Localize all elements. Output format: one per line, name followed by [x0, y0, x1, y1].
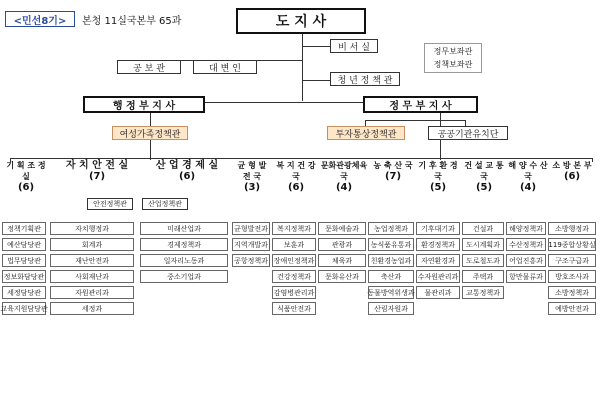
- header-subtitle: 본청 11실국본부 65과: [82, 16, 182, 27]
- bureau-planning: [6, 160, 46, 193]
- secretary-box: 비 서 실: [330, 39, 378, 53]
- bureau-autonomy-safety: [52, 160, 142, 182]
- dept-item: 장애인정책과: [272, 254, 316, 267]
- bureau-industry-economy: [142, 160, 232, 182]
- dept-item: 정책기획관: [2, 222, 46, 235]
- policy-aide-political: 정무보좌관: [433, 47, 473, 56]
- dept-item: 환경정책과: [416, 238, 460, 251]
- dept-item: 119종합상황실: [548, 238, 596, 251]
- bureau-balance: [234, 160, 270, 193]
- dept-item: 동물방역위생과: [368, 286, 414, 299]
- youth-policy-box: 청 년 정 책 관: [330, 72, 400, 86]
- bureau-fire: [550, 160, 594, 182]
- dept-item: 건강정책과: [272, 270, 316, 283]
- policy-aide-policy: 정책보좌관: [433, 60, 473, 69]
- industry-policy-box: 산업정책관: [142, 198, 188, 210]
- bureau-construction-count: (5): [475, 182, 493, 193]
- bureau-marine: [508, 160, 548, 193]
- admin-vice-governor-box: 행 정 부 지 사: [83, 96, 205, 113]
- bureau-construction-label: 건 설 교 통 국: [464, 161, 504, 181]
- dept-item: 소방정책과: [548, 286, 596, 299]
- dept-item: 경제정책과: [140, 238, 228, 251]
- women-family-policy-box: 여성가족정책관: [112, 126, 188, 140]
- dept-item: 세정담당관: [2, 286, 46, 299]
- dept-list-agriculture: [368, 222, 414, 318]
- dept-item: 건설과: [462, 222, 504, 235]
- dept-item: 축산과: [368, 270, 414, 283]
- bureau-culture-count: (4): [335, 182, 353, 193]
- bureau-planning-label: 기 획 조 정 실: [6, 161, 46, 181]
- dept-item: 자연환경과: [416, 254, 460, 267]
- dept-list-construction: [462, 222, 504, 302]
- bureau-welfare-count: (6): [287, 182, 305, 193]
- dept-list-welfare: [272, 222, 316, 318]
- bureau-autonomy-label: 자 치 안 전 실: [65, 160, 129, 171]
- dept-item: 항만물류과: [506, 270, 546, 283]
- dept-item: 구조구급과: [548, 254, 596, 267]
- dept-item: 감염병관리과: [272, 286, 316, 299]
- bureau-balance-label: 균 형 발 전 국: [237, 161, 267, 181]
- dept-item: 재난안전과: [50, 254, 134, 267]
- dept-item: 균형발전과: [232, 222, 270, 235]
- bureau-climate-count: (5): [429, 182, 447, 193]
- bureau-culture: [320, 160, 368, 193]
- policy-aides-box: [424, 43, 482, 73]
- bureau-balance-count: (3): [243, 182, 261, 193]
- dept-item: 도로철도과: [462, 254, 504, 267]
- dept-item: 산림자원과: [368, 302, 414, 315]
- bureau-marine-count: (4): [519, 182, 537, 193]
- dept-item: 물관리과: [416, 286, 460, 299]
- dept-list-industry: [140, 222, 228, 286]
- dept-item: 예산담당관: [2, 238, 46, 251]
- bureau-agriculture: [372, 160, 414, 182]
- pr-office-box: 공 보 관: [117, 60, 181, 74]
- header-badge: <민선8기>: [5, 11, 75, 27]
- dept-list-autonomy: [50, 222, 134, 318]
- bureau-autonomy-count: (7): [88, 171, 106, 182]
- dept-item: 방호조사과: [548, 270, 596, 283]
- dept-item: 기후대기과: [416, 222, 460, 235]
- dept-item: 수산정책과: [506, 238, 546, 251]
- investment-trade-policy-box: 투자통상정책관: [327, 126, 405, 140]
- dept-list-marine: [506, 222, 546, 286]
- dept-item: 수자원관리과: [416, 270, 460, 283]
- dept-item: 친환경농업과: [368, 254, 414, 267]
- bureau-welfare: [274, 160, 318, 193]
- dept-item: 정보화담당관: [2, 270, 46, 283]
- public-agency-box: 공공기관유치단: [428, 126, 508, 140]
- dept-item: 소방행정과: [548, 222, 596, 235]
- dept-item: 보훈과: [272, 238, 316, 251]
- dept-list-planning: [2, 222, 46, 318]
- dept-item: 예방안전과: [548, 302, 596, 315]
- bureau-fire-count: (6): [563, 171, 581, 182]
- dept-item: 공항정책과: [232, 254, 270, 267]
- dept-item: 농업정책과: [368, 222, 414, 235]
- dept-item: 관광과: [318, 238, 366, 251]
- dept-list-culture: [318, 222, 366, 286]
- bureau-planning-count: (6): [17, 182, 35, 193]
- dept-item: 어업진흥과: [506, 254, 546, 267]
- dept-item: 교육지원담당관: [2, 302, 46, 315]
- dept-list-balance: [232, 222, 270, 270]
- dept-item: 교통정책과: [462, 286, 504, 299]
- dept-item: 복지정책과: [272, 222, 316, 235]
- dept-list-fire: [548, 222, 596, 318]
- bureau-climate-label: 기 후 환 경 국: [418, 161, 458, 181]
- political-vice-governor-box: 정 무 부 지 사: [363, 96, 478, 113]
- bureau-agriculture-label: 농 축 산 국: [373, 161, 413, 170]
- bureau-marine-label: 해 양 수 산 국: [508, 161, 548, 181]
- dept-item: 문화예술과: [318, 222, 366, 235]
- dept-item: 체육과: [318, 254, 366, 267]
- dept-item: 법무담당관: [2, 254, 46, 267]
- bureau-industry-count: (6): [178, 171, 196, 182]
- bureau-agriculture-count: (7): [384, 171, 402, 182]
- dept-item: 자원관리과: [50, 286, 134, 299]
- dept-item: 일자리노동과: [140, 254, 228, 267]
- spokesperson-box: 대 변 인: [193, 60, 257, 74]
- bureau-construction: [462, 160, 506, 193]
- governor-box: 도 지 사: [236, 8, 366, 34]
- safety-policy-box: 안전정책관: [87, 198, 133, 210]
- dept-item: 미래산업과: [140, 222, 228, 235]
- dept-item: 회계과: [50, 238, 134, 251]
- dept-list-climate: [416, 222, 460, 302]
- dept-item: 식품안전과: [272, 302, 316, 315]
- dept-item: 세정과: [50, 302, 134, 315]
- dept-item: 중소기업과: [140, 270, 228, 283]
- dept-item: 지역개발과: [232, 238, 270, 251]
- bureau-industry-label: 산 업 경 제 실: [155, 160, 219, 171]
- dept-item: 문화유산과: [318, 270, 366, 283]
- dept-item: 주택과: [462, 270, 504, 283]
- dept-item: 자치행정과: [50, 222, 134, 235]
- bureau-welfare-label: 복 지 건 강 국: [276, 161, 316, 181]
- bureau-row: [2, 160, 598, 196]
- bureau-culture-label: 문화관광체육국: [320, 161, 368, 181]
- dept-item: 해양정책과: [506, 222, 546, 235]
- dept-item: 사회재난과: [50, 270, 134, 283]
- dept-item: 농식품유통과: [368, 238, 414, 251]
- dept-item: 도시계획과: [462, 238, 504, 251]
- bureau-fire-label: 소 방 본 부: [552, 161, 592, 170]
- bureau-climate: [416, 160, 460, 193]
